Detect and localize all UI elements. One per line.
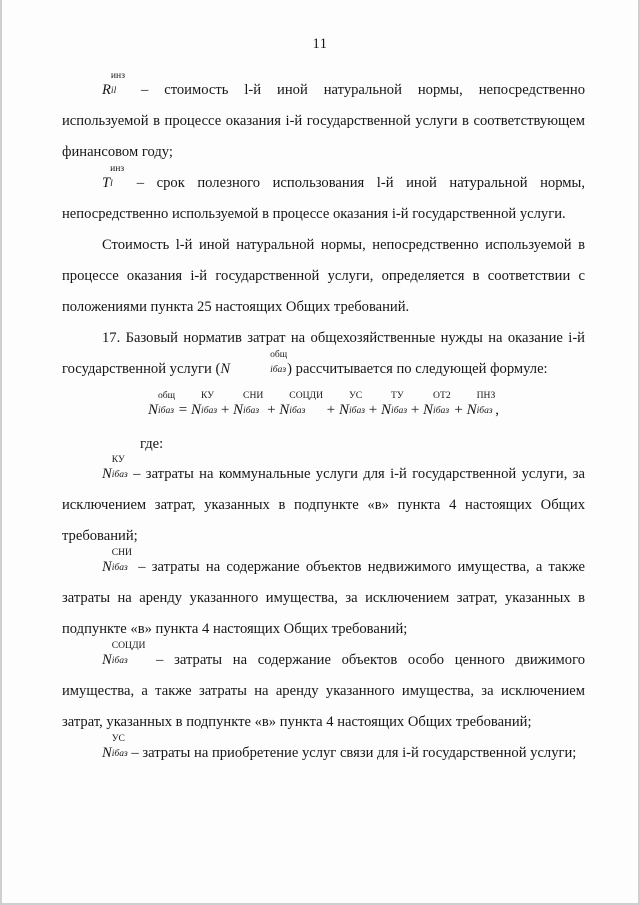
formula-term-tu xyxy=(381,390,408,418)
scan-edge-left xyxy=(0,0,2,905)
math-sup: СНИ xyxy=(243,390,264,402)
math-base-n: N xyxy=(191,402,202,418)
formula-operator: + xyxy=(368,402,378,418)
math-base-t: T xyxy=(102,175,111,191)
math-symbol-t-l xyxy=(102,163,125,199)
math-sub: iбаз xyxy=(111,655,128,666)
paragraph-cost-definition: Стоимость l-й иной натуральной нормы, непосредственно используемой в процессе оказания i-й государственной услуги, определяется в соответствии с положениями пункта 25 настоящих Общих требований. xyxy=(62,237,585,315)
math-sub: iбаз xyxy=(157,405,174,416)
math-script xyxy=(476,390,496,416)
math-base-n: N xyxy=(102,466,112,482)
math-sub: iбаз xyxy=(476,405,493,416)
math-sub: iбаз xyxy=(289,405,306,416)
math-script xyxy=(157,390,176,416)
math-script-r-il xyxy=(110,70,125,96)
math-sub: iбаз xyxy=(111,562,128,573)
formula-term-socdi xyxy=(279,390,324,418)
math-base-n: N xyxy=(233,402,244,418)
math-sup: СОЦДИ xyxy=(289,390,324,402)
math-script xyxy=(111,733,128,759)
formula-equals: = xyxy=(178,402,188,418)
math-script xyxy=(289,390,324,416)
definition-socdi xyxy=(62,640,585,738)
paragraph-text-after: ) рассчитывается по следующей формуле: xyxy=(287,361,548,377)
formula-term-us xyxy=(339,390,366,418)
math-base-n: N xyxy=(147,402,158,418)
math-symbol-n-socdi xyxy=(102,640,146,676)
page-number: 11 xyxy=(312,36,328,52)
math-script xyxy=(243,390,264,416)
definition-text: – затраты на содержание объектов недвижимого имущества, а также затраты на аренду указанного имущества, за исключением затрат, указанных в подпункте «в» пункта 4 настоящих Общих требований; xyxy=(62,559,585,637)
gde-label: где: xyxy=(140,436,164,452)
math-sub: il xyxy=(110,85,117,96)
math-script xyxy=(433,390,451,416)
math-base-n: N xyxy=(423,402,434,418)
paragraph-text: – стоимость l-й иной натуральной нормы, непосредственно используемой в процессе оказания i-й государственной услуги в соответствующем финансовом году; xyxy=(62,82,585,160)
math-symbol-n-sni xyxy=(102,547,132,583)
math-sup: инз xyxy=(110,163,125,175)
math-sup: ОТ2 xyxy=(433,390,451,402)
formula-operator: + xyxy=(267,402,276,418)
math-script xyxy=(349,390,366,416)
math-symbol-n-us xyxy=(102,733,128,769)
math-script xyxy=(111,640,146,666)
math-base-r: R xyxy=(102,82,111,98)
math-base-n: N xyxy=(220,361,231,377)
math-script xyxy=(201,390,218,416)
math-sub: iбаз xyxy=(243,405,260,416)
math-sub: iбаз xyxy=(433,405,450,416)
math-sup: КУ xyxy=(201,390,215,402)
math-sup: ПНЗ xyxy=(476,390,496,402)
definition-text: – затраты на содержание объектов особо ценного движимого имущества, а также затраты на аренду указанного имущества, за исключением затрат, указанных в подпункте «в» пункта 4 настоящих Общих требований; xyxy=(62,652,585,730)
paragraph-text-before: 17. Базовый норматив затрат на общехозяйственные нужды на оказание i-й государственной услуги ( xyxy=(62,330,585,377)
math-base-n: N xyxy=(102,745,112,761)
math-symbol-n-obsch xyxy=(220,349,288,377)
math-sup: КУ xyxy=(111,454,125,466)
math-symbol-n-ku xyxy=(102,454,128,490)
math-sup: ТУ xyxy=(391,390,404,402)
math-sup: СОЦДИ xyxy=(111,640,146,652)
math-script xyxy=(111,547,132,573)
formula-trailing: , xyxy=(495,402,500,418)
math-sub: l xyxy=(110,178,113,189)
definition-ku xyxy=(62,454,585,552)
definition-text: – затраты на коммунальные услуги для i-й государственной услуги, за исключением затрат, указанных в подпункте «в» пункта 4 настоящих Общих требований; xyxy=(62,466,585,544)
math-script xyxy=(391,390,408,416)
math-sup: УС xyxy=(111,733,125,745)
math-symbol-r-il xyxy=(102,70,125,106)
formula-operator: + xyxy=(220,402,230,418)
paragraph-t-l xyxy=(62,163,585,230)
formula-term-ku xyxy=(191,390,218,418)
math-sup: СНИ xyxy=(111,547,132,559)
math-sup: общ xyxy=(270,349,288,361)
formula-n-obsch xyxy=(62,390,585,427)
formula-operator: + xyxy=(454,402,463,418)
math-sub: iбаз xyxy=(111,748,128,759)
definition-text: – затраты на приобретение услуг связи для i-й государственной услуги; xyxy=(127,745,577,761)
math-base-n: N xyxy=(466,402,477,418)
paragraph-item-17 xyxy=(62,323,585,385)
paragraph-text: – срок полезного использования l-й иной натуральной нормы, непосредственно используемой в процессе оказания i-й государственной услуги. xyxy=(62,175,585,222)
math-script-n-obsch xyxy=(230,349,288,375)
formula-term-sni xyxy=(233,390,264,418)
math-base-n: N xyxy=(102,652,112,668)
formula-term-ot2 xyxy=(423,390,451,418)
math-base-n: N xyxy=(339,402,350,418)
math-base-n: N xyxy=(381,402,392,418)
formula-left-term xyxy=(147,390,176,418)
math-sub: iбаз xyxy=(349,405,366,416)
formula-operator: + xyxy=(326,402,336,418)
page-body xyxy=(0,53,640,769)
math-sub: iбаз xyxy=(111,469,128,480)
math-sup: общ xyxy=(157,390,176,402)
paragraph-r-il xyxy=(62,70,585,168)
formula-operator: + xyxy=(410,402,420,418)
definition-us xyxy=(62,733,585,769)
math-sub: iбаз xyxy=(201,405,218,416)
math-sub: iбаз xyxy=(391,405,408,416)
math-script-t-l xyxy=(110,163,125,189)
math-sup: инз xyxy=(110,70,125,82)
definition-sni xyxy=(62,547,585,645)
math-sup: УС xyxy=(349,390,363,402)
formula-term-pnz xyxy=(466,390,496,418)
math-base-n: N xyxy=(279,402,290,418)
math-base-n: N xyxy=(102,559,112,575)
math-script xyxy=(111,454,128,480)
math-sub: iбаз xyxy=(270,364,287,375)
